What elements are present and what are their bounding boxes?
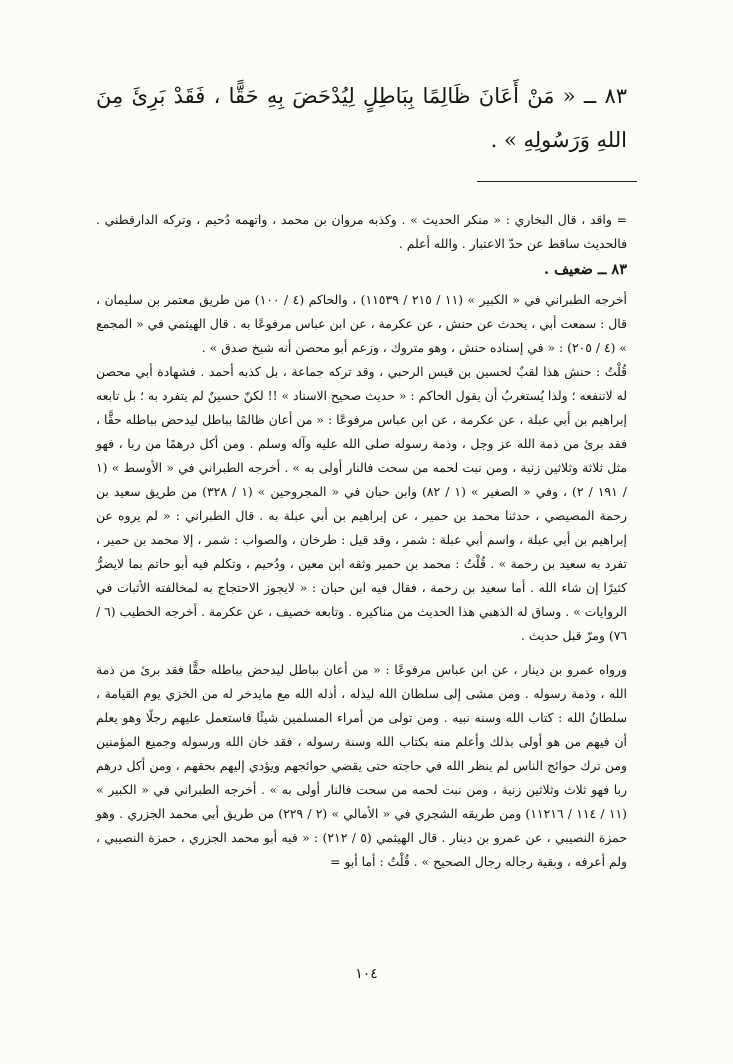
commentary-paragraph-3: ورواه عمرو بن دينار ، عن ابن عباس مرفوعًا : « من أعان بباطل ليدحض بباطله حقًّا فقد برئ من ذمة الله ، وذمة رسوله . ومن مشى إلى سلطان الله ليذله ، أذله الله مع مايدخر له من الخزي يوم القيامة ، سلطانُ الله : كتاب الله وسنه نبيه . ومن تولى من أمراء المسلمين شيئًا فاستعمل عليهم رجلًا وهو يعلم أن فيهم من هو أولى بذلك وأعلم منه بكتاب الله وسنة رسوله ، فقد خان الله ورسوله وجميع المؤمنين ومن ترك حوائج الناس لم ينظر الله في حاجته حتى يقضي حوائجهم ويؤدي إليهم بحقهم ، ومن أكل درهم ربا فهو ثلاث وثلاثين زنية ، ومن نبت لحمه من سحت فالنار أولى به » . أخرجه الطبراني في « الكبير » (١١ / ١١٤ / ١١٢١٦) ومن طريقه الشجري في « الأمالي » (٢ / ٢٢٩) من طريق أبي محمد الجزري . وهو حمزة النصيبي ، عن عمرو بن دينار . قال الهيثمي (٥ / ٢١٢) : « فيه أبو محمد الجزري ، حمزة النصيبي ، ولم أعرفه ، وبقية رجاله رجال الصحيح » . قُلْتُ : أما أبو = <box>96 662 627 869</box>
commentary-paragraph-1: أخرجه الطبراني في « الكبير » (١١ / ٢١٥ / ١١٥٣٩) ، والحاكم (٤ / ١٠٠) من طريق معتمر بن سليمان ، قال : سمعت أبي ، يحدث عن حنش ، عن عكرمة ، عن ابن عباس مرفوعًا به . قال الهيثمي في « المجمع » (٤ / ٢٠٥) : « في إسناده حنش ، وهو متروك ، وزعم أبو محصن أنه شيخ صدق » . <box>96 292 627 355</box>
footnote-continuation: = واقد ، قال البخاري : « منكر الحديث » . وكذبه مروان بن محمد ، واتهمه دُحيم ، وتركه الدارقطني . فالحديث ساقط عن حدّ الاعتبار . والله أعلم . <box>96 212 627 251</box>
page-number: ١٠٤ <box>355 966 378 982</box>
commentary <box>96 208 627 874</box>
footnote-separator <box>477 181 637 182</box>
commentary-paragraph-2: قُلْتُ : حنش هذا لقبٌ لحسين بن قيس الرحبي ، وقد تركه جماعة ، بل كذبه أحمد . فشهادة أبي محصن له لاتنفعه ؛ ولذا يُستغربُ أن يقول الحاكم : « حديث صحيح الاسناد » !! لكنّ حسينٌ لم يتفرد به ؛ بل تابعه إبراهيم بن أبي عبلة ، عن عكرمة ، عن ابن عباس مرفوعًا : « من أعان ظالمًا بباطل ليدحض بباطله حقًّا ، فقد برئ من ذمة الله عز وجل ، وذمة رسوله صلى الله عليه وآله وسلم . ومن أكل درهمًا من ربا ، فهو مثل ثلاثة وثلاثين زنية ، ومن نبت لحمه من سحت فالنار أولى به » . أخرجه الطبراني في « الأوسط » (١ / ١٩١ / ٢) ، وفي « الصغير » (١ / ٨٢) وابن حبان في « المجروحين » (١ / ٣٢٨) من طريق سعيد بن رحمة المصيصي ، حدثنا محمد بن حمير ، عن إبراهيم بن أبي عبلة به . قال الطبراني : « لم يروه عن إبراهيم بن أبي عبلة ، واسم أبي عبلة : شمر ، وقد قيل : طرخان ، والصواب : شمر ، إلا محمد بن حمير ، تفرد به سعيد بن رحمة » . قُلْتُ : محمد بن حمير وثقه ابن معين ، ودُحيم ، وتكلم فيه أبو حاتم بما لايضرُّ كثيرًا إن شاء الله . أما سعيد بن رحمة ، فقال فيه ابن حبان : « لايجوز الاحتجاج به لمخالفته الأثبات في الروايات » . وساق له الذهبي هذا الحديث من مناكيره . وتابعه خصيف ، عن عكرمة . أخرجه الخطيب (٦ / ٧٦) ومرّ قبل حديث . <box>96 364 627 643</box>
hadith-grade-heading: ٨٣ ــ ضعيف . <box>544 261 627 278</box>
hadith-text: ٨٣ ــ « مَنْ أَعَانَ ظَالِمًا بِبَاطِلٍ لِيُدْحَضَ بِهِ حَقًّا ، فَقَدْ بَرِئَ مِنَ اللهِ وَرَسُولِهِ » . <box>96 84 627 152</box>
